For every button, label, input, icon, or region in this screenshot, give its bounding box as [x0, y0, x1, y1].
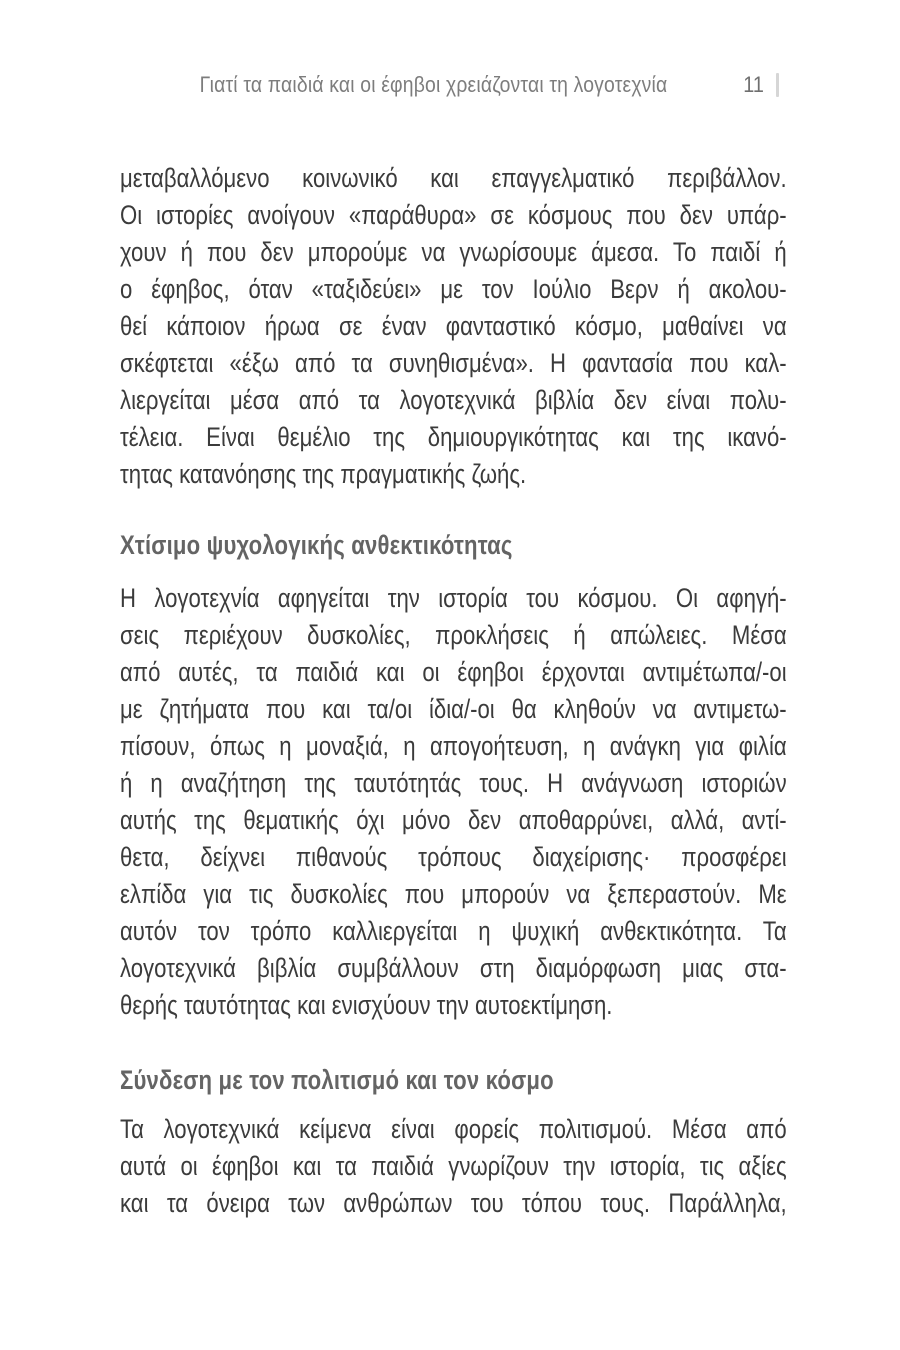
text-line: θεί κάποιον ήρωα σε έναν φανταστικό κόσμο, μαθαίνει να: [120, 311, 787, 341]
content: [120, 0, 787, 1222]
text-line: Οι ιστορίες ανοίγουν «παράθυρα» σε κόσμους που δεν υπάρ-: [120, 200, 787, 230]
text-line: θερής ταυτότητας και ενισχύουν την αυτοεκτίμηση.: [120, 990, 613, 1020]
text-line: θετα, δείχνει πιθανούς τρόπους διαχείρισης· προσφέρει: [120, 842, 787, 872]
text-line: αυτά οι έφηβοι και τα παιδιά γνωρίζουν την ιστορία, τις αξίες: [120, 1151, 787, 1181]
paragraph: [120, 160, 787, 493]
section-heading: Χτίσιμο ψυχολογικής ανθεκτικότητας: [120, 530, 513, 560]
text-line: χουν ή που δεν μπορούμε να γνωρίσουμε άμεσα. Το παιδί ή: [120, 237, 787, 267]
page-number: 11: [743, 72, 764, 97]
text-line: και τα όνειρα των ανθρώπων του τόπου τους. Παράλληλα,: [120, 1188, 787, 1218]
text-line: λιεργείται μέσα από τα λογοτεχνικά βιβλία δεν είναι πολυ-: [120, 385, 787, 415]
text-line: πίσουν, όπως η μοναξιά, η απογοήτευση, η ανάγκη για φιλία: [120, 731, 787, 761]
text-line: Η λογοτεχνία αφηγείται την ιστορία του κόσμου. Οι αφηγή-: [120, 583, 787, 613]
text-line: τητας κατανόησης της πραγματικής ζωής.: [120, 459, 527, 489]
text-line: από αυτές, τα παιδιά και οι έφηβοι έρχονται αντιμέτωπα/-οι: [120, 657, 787, 687]
text-line: αυτής της θεματικής όχι μόνο δεν αποθαρρύνει, αλλά, αντί-: [120, 805, 787, 835]
paragraph: [120, 580, 787, 1024]
text-line: λογοτεχνικά βιβλία συμβάλλουν στη διαμόρφωση μιας στα-: [120, 953, 787, 983]
text-line: σεις περιέχουν δυσκολίες, προκλήσεις ή απώλειες. Μέσα: [120, 620, 787, 650]
running-header-title: Γιατί τα παιδιά και οι έφηβοι χρειάζονται τη λογοτεχνία: [199, 72, 668, 97]
text-line: τέλεια. Είναι θεμέλιο της δημιουργικότητας και της ικανό-: [120, 422, 787, 452]
paragraph: [120, 1111, 787, 1222]
text-line: ελπίδα για τις δυσκολίες που μπορούν να ξεπεραστούν. Με: [120, 879, 787, 909]
text-line: ο έφηβος, όταν «ταξιδεύει» με τον Ιούλιο Βερν ή ακολου-: [120, 274, 787, 304]
text-line: μεταβαλλόμενο κοινωνικό και επαγγελματικό περιβάλλον.: [120, 163, 787, 193]
text-line: ή η αναζήτηση της ταυτότητάς τους. Η ανάγνωση ιστοριών: [120, 768, 787, 798]
text-line: με ζητήματα που και τα/οι ίδια/-οι θα κληθούν να αντιμετω-: [120, 694, 787, 724]
text-line: αυτόν τον τρόπο καλλιεργείται η ψυχική ανθεκτικότητα. Τα: [120, 916, 787, 946]
text-line: Τα λογοτεχνικά κείμενα είναι φορείς πολιτισμού. Μέσα από: [120, 1114, 787, 1144]
text-line: σκέφτεται «έξω από τα συνηθισμένα». Η φαντασία που καλ-: [120, 348, 787, 378]
section-heading: Σύνδεση με τον πολιτισμό και τον κόσμο: [120, 1065, 554, 1095]
